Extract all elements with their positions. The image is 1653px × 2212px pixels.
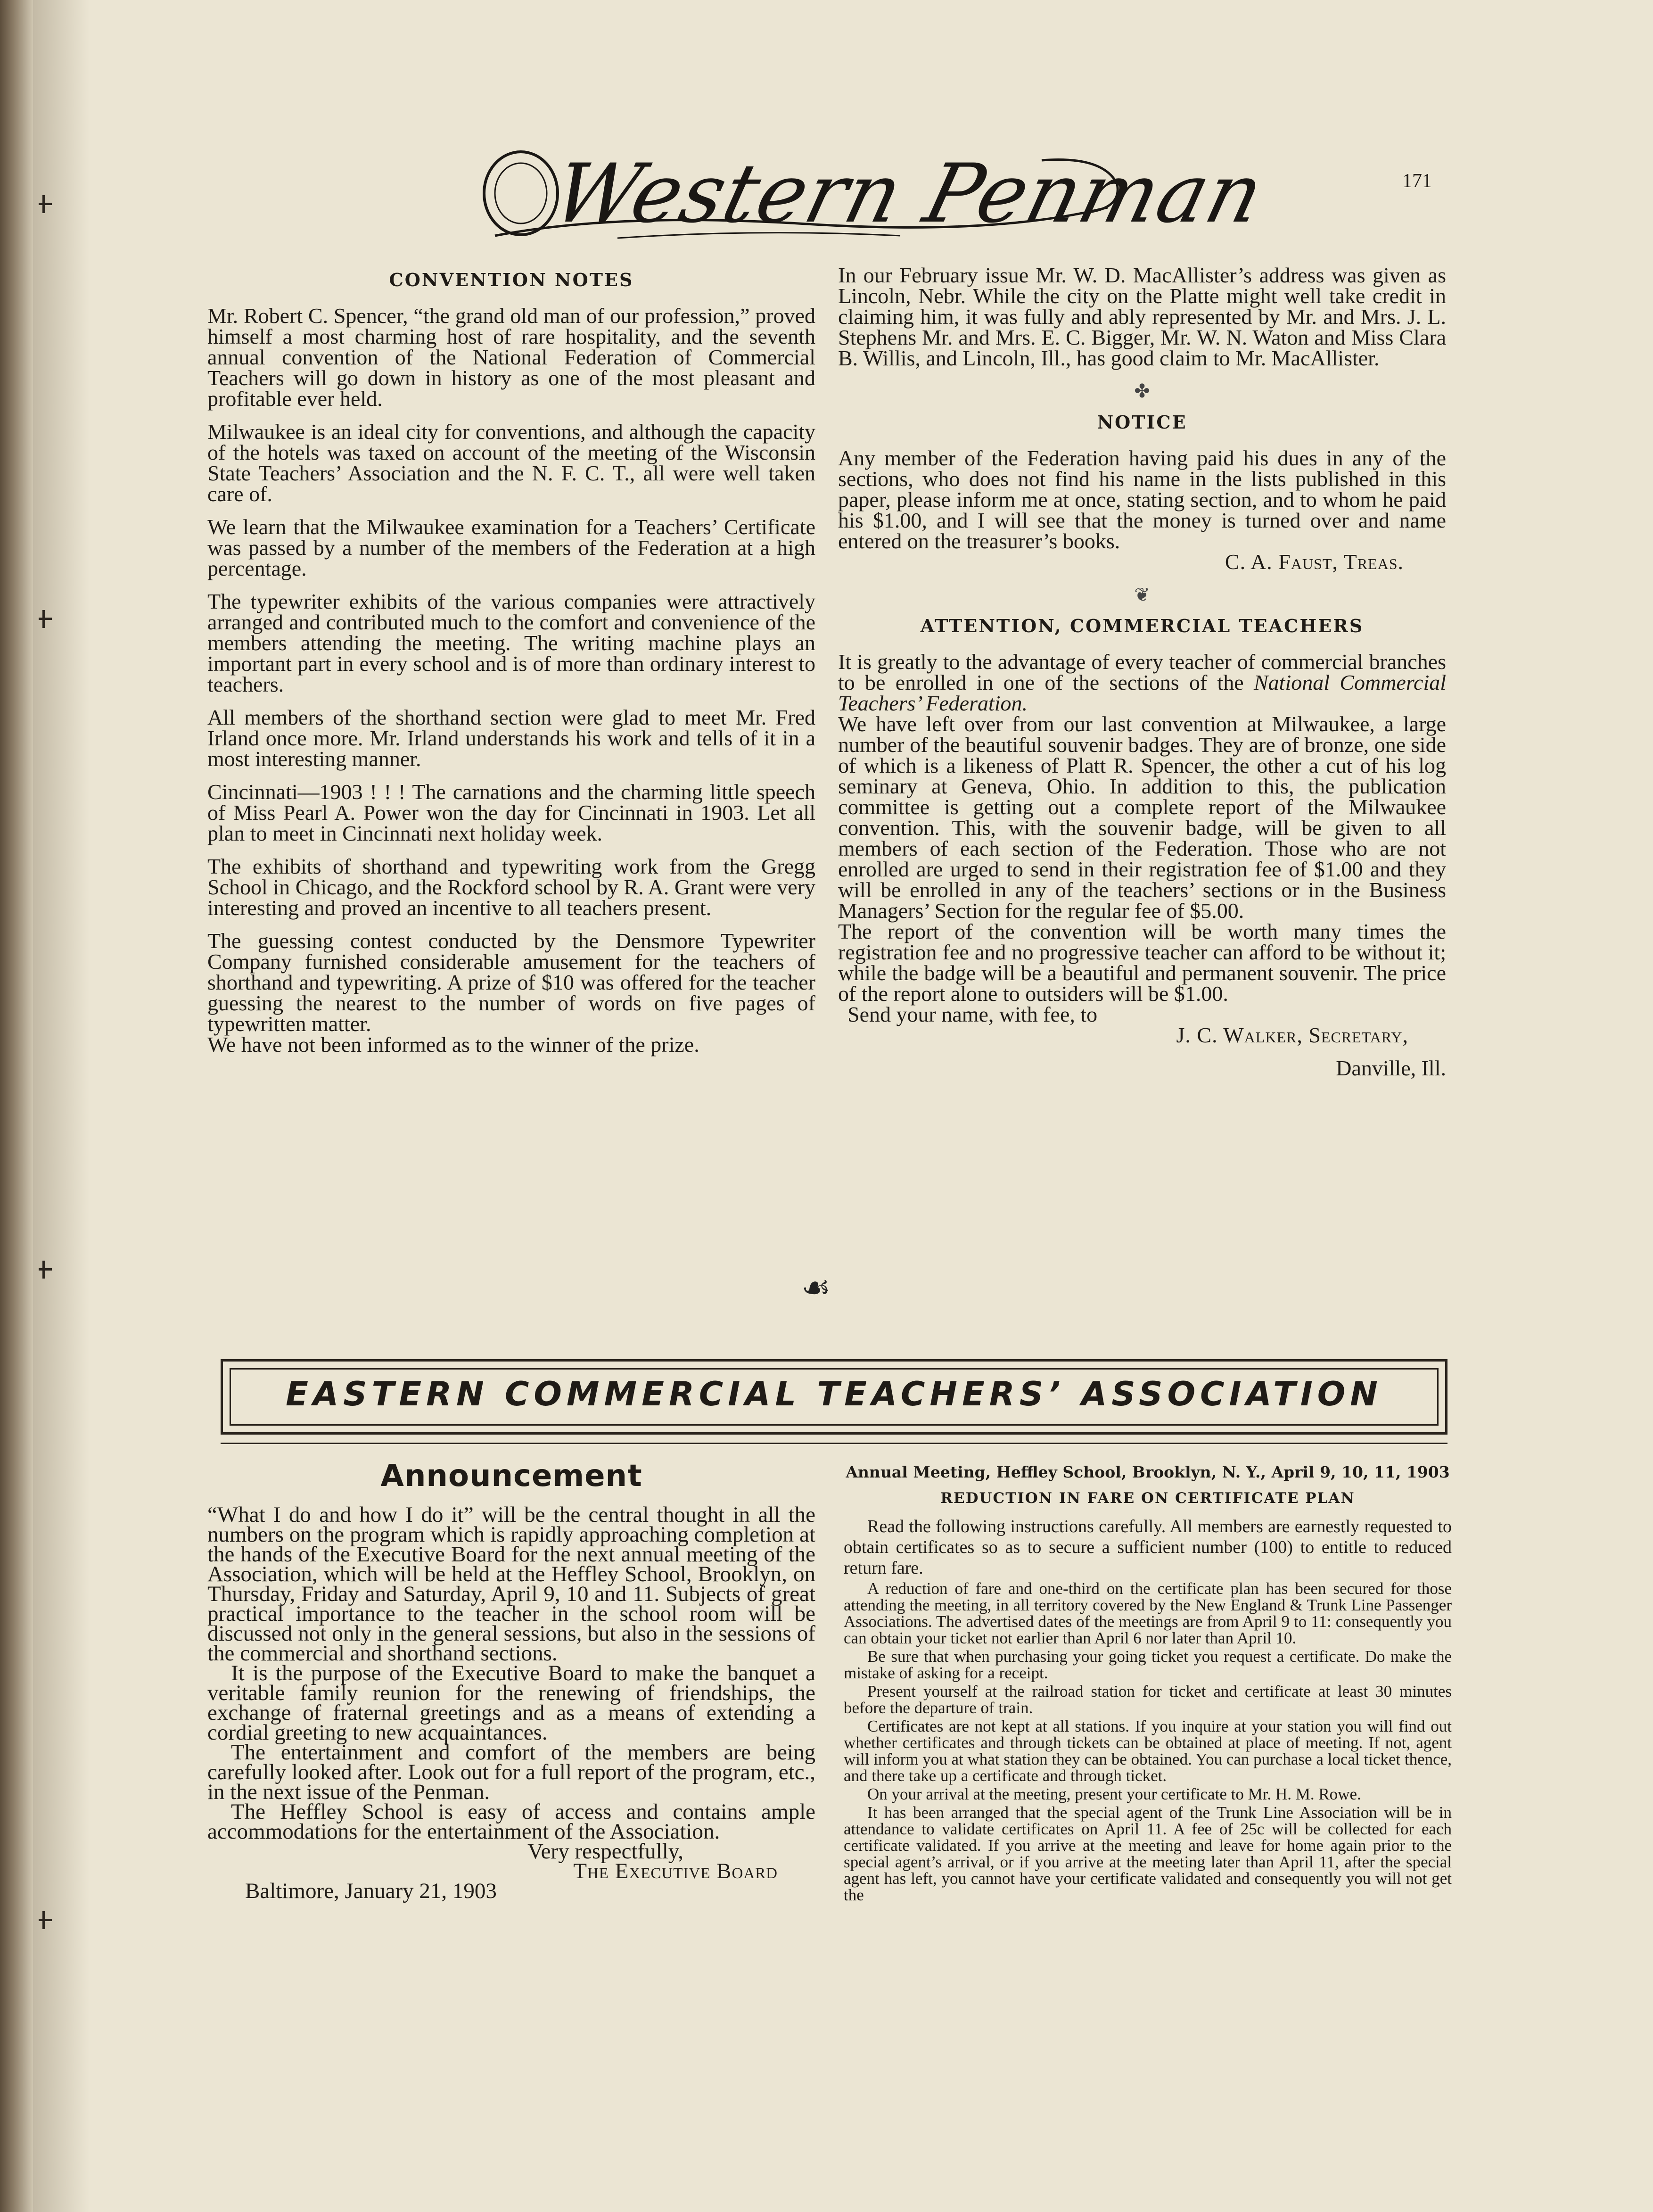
announcement-signature: The Executive Board	[573, 1859, 778, 1883]
attention-paragraph-2: We have left over from our last convention at Milwaukee, a large number of the beautiful souvenir badges. They are of bronze, one side of which is a likeness of Platt R. Spencer, the other a cut of his log seminary at Geneva, Ohio. In addition to this, the publication committee is getting out a complete report of the Milwaukee convention. This, with the souvenir badge, will be given to all members of each section of the Federation. Those who are not enrolled are urged to send in their registration fee of $1.00 and they will be enrolled in any of the teachers’ sections or in the Business Managers’ Section for the regular fee of $5.00.	[838, 712, 1446, 923]
attention-heading: ATTENTION, COMMERCIAL TEACHERS	[920, 615, 1364, 636]
right-column-top	[838, 265, 1446, 1091]
announcement-closing: Very respectfully,	[527, 1839, 683, 1864]
convention-paragraph: Mr. Robert C. Spencer, “the grand old man of our profession,” proved himself a most charming host of rare hospitality, and the seventh annual convention of the National Federation of Commercial Teachers will go down in history as one of the most pleasant and profitable ever held.	[207, 304, 815, 411]
fare-paragraph: A reduction of fare and one-third on the certificate plan has been secured for those attending the meeting, in all territory covered by the New England & Trunk Line Passenger Associations. The advertised dates of the meetings are from April 9 to 11: consequently you can obtain your ticket not earlier than April 6 nor later than April 10.	[844, 1579, 1452, 1647]
fare-paragraph: On your arrival at the meeting, present your certificate to Mr. H. M. Rowe.	[867, 1785, 1361, 1803]
convention-paragraph: The typewriter exhibits of the various companies were attractively arranged and contributed much to the comfort and convenience of the members attending the meeting. The writing machine plays an important part in every school and is of more than ordinary interest to teachers.	[207, 589, 815, 696]
page-shadow	[33, 0, 90, 2212]
book-binding	[0, 0, 33, 2212]
convention-paragraph: All members of the shorthand section were glad to meet Mr. Fred Irland once more. Mr. Irland understands his work and tells of it in a most interesting manner.	[207, 705, 815, 771]
page-number: 171	[1402, 170, 1432, 192]
convention-paragraph: Cincinnati—1903 ! ! ! The carnations and the charming little speech of Miss Pearl A. Power won the day for Cincinnati in 1903. Let all plan to meet in Cincinnati next holiday week.	[207, 780, 815, 845]
announcement-title: Announcement	[380, 1459, 642, 1494]
notice-paragraph: Any member of the Federation having paid his dues in any of the sections, who does not find his name in the lists published in this paper, please inform me at once, stating section, and to whom he paid his $1.00, and I will see that the money is turned over and name entered on the treasurer’s books.	[838, 446, 1446, 553]
announcement-paragraph: It is the purpose of the Executive Board to make the banquet a veritable family reunion for the renewing of friendships, the exchange of fraternal greetings and as a means of extending a cordial greeting to new acquaintances.	[207, 1661, 815, 1745]
convention-paragraph: We have not been informed as to the winner of the prize.	[207, 1032, 699, 1056]
fare-paragraph: Certificates are not kept at all stations. If you inquire at your station you will find out whether certificates and through tickets can be obtained at place of meeting. If not, agent will inform you at what station they can be obtained. You can purchase a local ticket thence, and there take up a certificate and through ticket.	[844, 1717, 1452, 1785]
fleuron-icon: ☙	[801, 1270, 831, 1306]
registration-mark	[39, 203, 52, 205]
fare-heading: REDUCTION IN FARE ON CERTIFICATE PLAN	[940, 1490, 1355, 1507]
convention-paragraph: The exhibits of shorthand and typewriting work from the Gregg School in Chicago, and the Rockford school by R. A. Grant were very interesting and proved an incentive to all teachers present.	[207, 854, 815, 920]
association-banner	[221, 1359, 1447, 1435]
fare-paragraph: Present yourself at the railroad station for ticket and certificate at least 30 minutes before the departure of train.	[844, 1682, 1452, 1717]
fare-column	[844, 1459, 1452, 1905]
convention-notes-column	[207, 270, 815, 1067]
banner-title: EASTERN COMMERCIAL TEACHERS’ ASSOCIATION	[286, 1375, 1382, 1413]
registration-mark	[39, 1919, 52, 1921]
announcement-paragraph: The entertainment and comfort of the members are being carefully looked after. Look out for a full report of the program, etc., in the next issue of the Penman.	[207, 1740, 815, 1804]
attention-signature: J. C. Walker, Secretary,	[1176, 1023, 1408, 1047]
divider	[221, 1443, 1447, 1444]
attention-text: It is greatly to the advantage of every teacher of commercial branches to be enrolled in one of the sections of the	[838, 650, 1446, 694]
registration-mark	[39, 618, 52, 620]
convention-paragraph: Milwaukee is an ideal city for conventions, and although the capacity of the hotels was taxed on account of the meeting of the Wisconsin State Teachers’ Association and the N. F. C. T., all were well taken care of.	[207, 420, 815, 506]
attention-paragraph-3: The report of the convention will be worth many times the registration fee and no progressive teacher can afford to be without it; while the badge will be a beautiful and permanent souvenir. The price of the report alone to outsiders will be $1.00.	[838, 919, 1446, 1006]
ornament-icon: ❦	[1134, 584, 1150, 605]
announcement-paragraph: The Heffley School is easy of access and contains ample accommodations for the entertainment of the Association.	[207, 1799, 815, 1844]
correction-paragraph: In our February issue Mr. W. D. MacAllister’s address was given as Lincoln, Nebr. While the city on the Platte might well take credit in claiming him, it was fully and ably represented by Mr. and Mrs. J. L. Stephens Mr. and Mrs. E. C. Bigger, Mr. W. N. Waton and Miss Clara B. Willis, and Lincoln, Ill., has good claim to Mr. MacAllister.	[838, 263, 1446, 370]
fare-intro: Read the following instructions carefully. All members are earnestly requested to obtain certificates so as to secure a sufficient number (100) to entitle to reduced return fare.	[844, 1517, 1452, 1578]
convention-paragraph: The guessing contest conducted by the Densmore Typewriter Company furnished considerable amusement for the teachers of shorthand and typewriting. A prize of $10 was offered for the teacher guessing the nearest to the number of words on five pages of typewritten matter.	[207, 929, 815, 1036]
ornament-icon: ✤	[1134, 380, 1150, 402]
announcement-column	[207, 1459, 815, 1903]
attention-paragraph-1	[838, 652, 1446, 714]
attention-paragraph-4: Send your name, with fee, to	[847, 1002, 1098, 1026]
convention-paragraph: We learn that the Milwaukee examination for a Teachers’ Certificate was passed by a number of the members of the Federation at a high percentage.	[207, 515, 815, 580]
notice-signature: C. A. Faust, Treas.	[1225, 550, 1404, 574]
convention-notes-heading: CONVENTION NOTES	[389, 269, 634, 290]
registration-mark	[39, 1268, 52, 1271]
fare-paragraph: It has been arranged that the special agent of the Trunk Line Association will be in attendance to validate certificates on April 11. A fee of 25c will be collected for each certificate validated. If you arrive at the meeting and leave for home again prior to the special agent’s arrival, or if you arrive at the meeting later than April 11, after the special agent has left, you cannot have your certificate validated and consequently you will not get the	[844, 1803, 1452, 1904]
announcement-dateline: Baltimore, January 21, 1903	[245, 1879, 497, 1903]
masthead	[476, 141, 1274, 250]
announcement-paragraph: “What I do and how I do it” will be the central thought in all the numbers on the program which is rapidly approaching completion at the hands of the Executive Board for the next annual meeting of the Association, which will be held at the Heffley School, Brooklyn, on Thursday, Friday and Saturday, April 9, 10 and 11. Subjects of great practical importance to the teacher in the school room will be discussed not only in the general sessions, but also in the sessions of the commercial and shorthand sections.	[207, 1502, 815, 1666]
notice-heading: NOTICE	[1097, 412, 1187, 433]
masthead-title: Western Penman	[544, 146, 1274, 241]
fare-paragraph: Be sure that when purchasing your going ticket you request a certificate. Do make the mistake of asking for a receipt.	[844, 1647, 1452, 1682]
attention-location: Danville, Ill.	[1336, 1056, 1446, 1080]
meeting-heading: Annual Meeting, Heffley School, Brooklyn, N. Y., April 9, 10, 11, 1903	[846, 1463, 1450, 1481]
federation-name: National Commercial Teachers’ Federation.	[838, 670, 1446, 715]
